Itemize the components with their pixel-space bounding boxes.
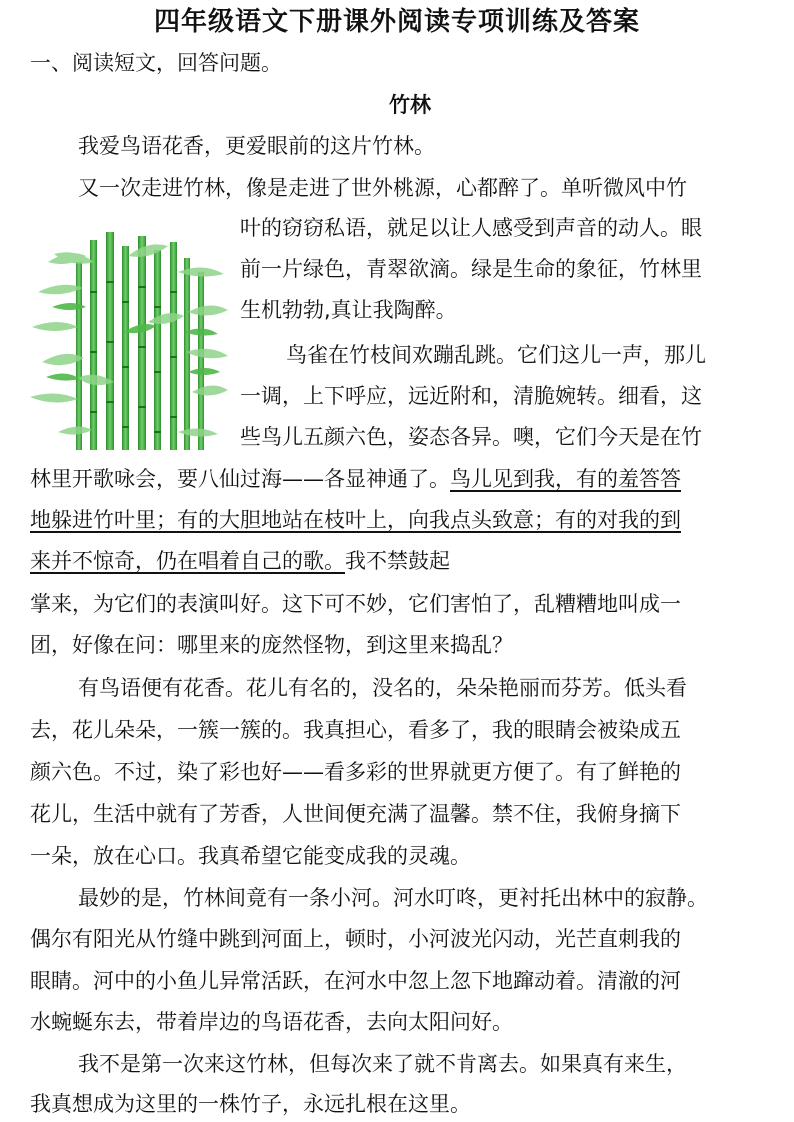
text-line — [30, 464, 681, 494]
underlined-text: 来并不惊奇，仍在唱着自己的歌。 — [30, 549, 345, 573]
text-line: 花儿，生活中就有了芳香，人世间便充满了温馨。禁不住，我俯身摘下 — [30, 802, 681, 826]
underlined-line: 地躲进竹叶里；有的大胆地站在枝叶上，向我点头致意；有的对我的到 — [30, 508, 681, 532]
text-line: 我爱鸟语花香，更爱眼前的这片竹林。 — [78, 134, 435, 158]
text-segment: 林里开歌咏会，要八仙过海——各显神通了。 — [30, 467, 450, 491]
text-line: 团，好像在问：哪里来的庞然怪物，到这里来捣乱？ — [30, 633, 513, 657]
underlined-text: 鸟儿见到我，有的羞答答 — [450, 467, 681, 491]
article-title: 竹林 — [389, 93, 431, 117]
text-line: 偶尔有阳光从竹缝中跳到河面上，顿时，小河波光闪动，光芒直刺我的 — [30, 927, 681, 951]
text-line: 眼睛。河中的小鱼儿异常活跃，在河水中忽上忽下地蹿动着。清澈的河 — [30, 969, 681, 993]
text-line: 叶的窃窃私语，就足以让人感受到声音的动人。眼 — [240, 216, 702, 240]
text-line: 前一片绿色，青翠欲滴。绿是生命的象征，竹林里 — [240, 257, 702, 281]
text-segment: 我不禁鼓起 — [345, 549, 450, 573]
text-line: 我不是第一次来这竹林，但每次来了就不肯离去。如果真有来生， — [78, 1052, 687, 1076]
text-line — [30, 546, 450, 576]
text-line: 一朵，放在心口。我真希望它能变成我的灵魂。 — [30, 844, 471, 868]
section-heading: 一、阅读短文，回答问题。 — [30, 51, 282, 75]
text-line: 颜六色。不过，染了彩也好——看多彩的世界就更方便了。有了鲜艳的 — [30, 760, 681, 784]
text-line: 我真想成为这里的一株竹子，永远扎根在这里。 — [30, 1092, 471, 1116]
text-line: 生机勃勃,真让我陶醉。 — [240, 298, 457, 322]
text-line: 去，花儿朵朵，一簇一簇的。我真担心，看多了，我的眼睛会被染成五 — [30, 718, 681, 742]
text-line: 水蜿蜒东去，带着岸边的鸟语花香，去向太阳问好。 — [30, 1010, 513, 1034]
text-line: 掌来，为它们的表演叫好。这下可不妙，它们害怕了，乱糟糟地叫成一 — [30, 592, 681, 616]
text-line: 鸟雀在竹枝间欢蹦乱跳。它们这儿一声，那儿 — [286, 343, 706, 367]
bamboo-illustration-icon — [28, 232, 228, 450]
text-line: 最妙的是，竹林间竟有一条小河。河水叮咚，更衬托出林中的寂静。 — [78, 886, 708, 910]
text-line: 又一次走进竹林，像是走进了世外桃源，心都醉了。单听微风中竹 — [78, 176, 687, 200]
text-line: 一调，上下呼应，远近附和，清脆婉转。细看，这 — [240, 384, 702, 408]
text-line: 些鸟儿五颜六色，姿态各异。噢，它们今天是在竹 — [240, 425, 702, 449]
text-line: 有鸟语便有花香。花儿有名的，没名的，朵朵艳丽而芬芳。低头看 — [78, 676, 687, 700]
document-title: 四年级语文下册课外阅读专项训练及答案 — [153, 7, 640, 37]
